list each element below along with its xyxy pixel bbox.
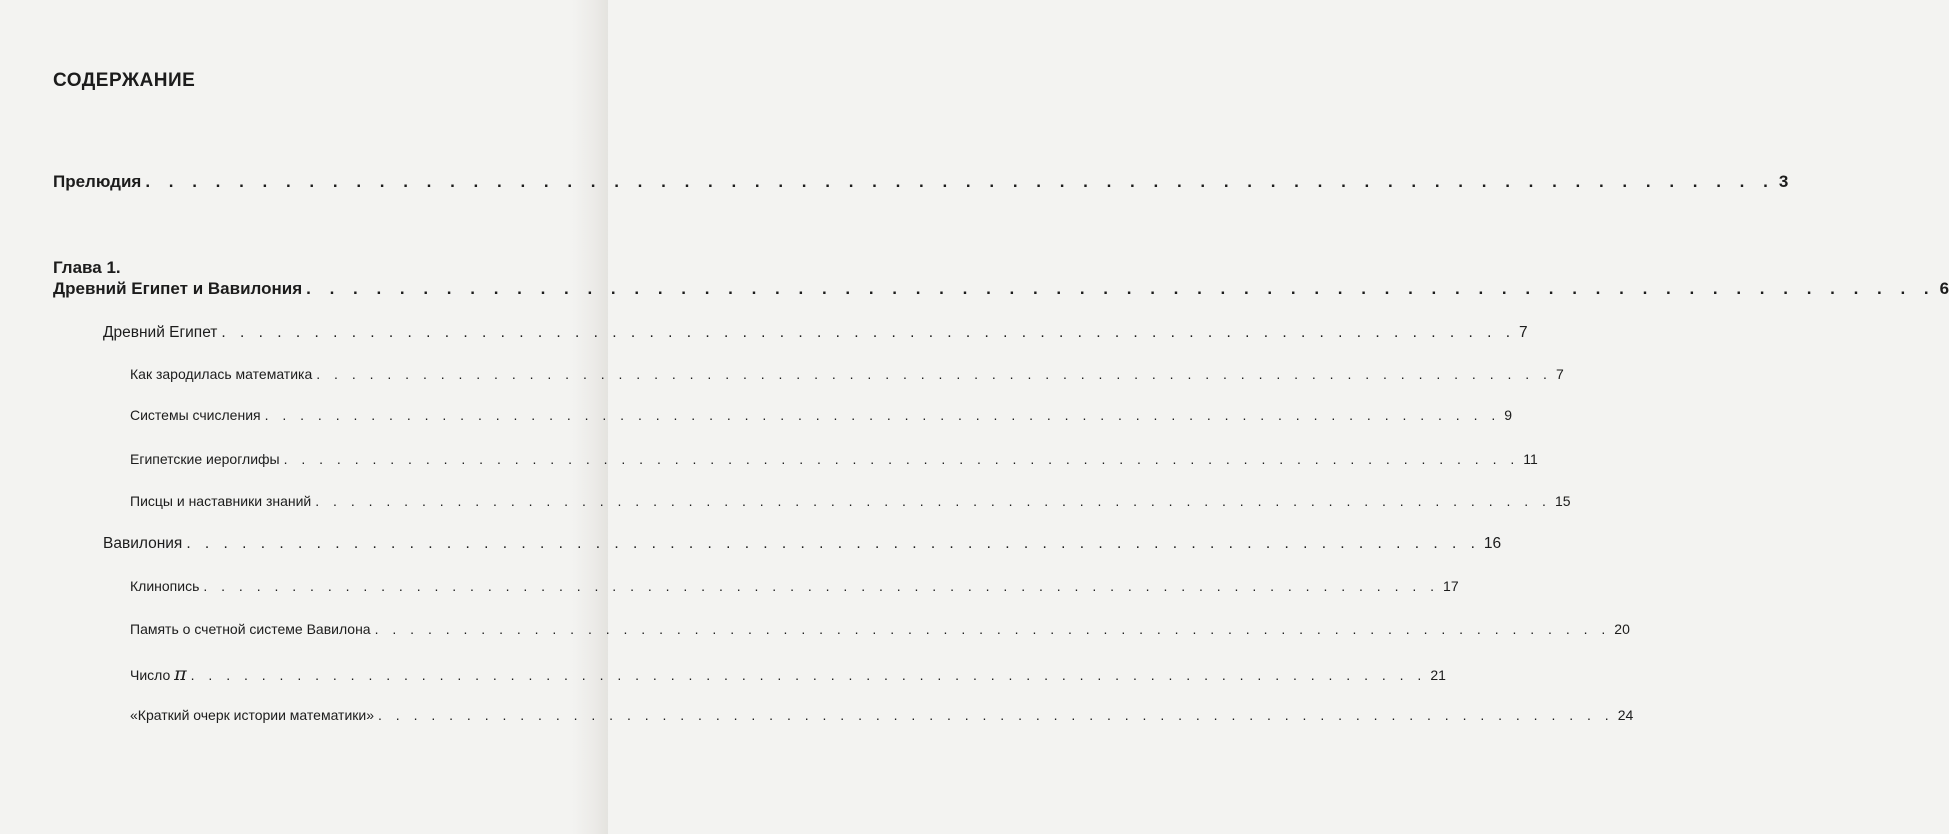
toc-page-number: 15 — [1554, 493, 1571, 509]
toc-label: Системы счисления — [130, 407, 261, 423]
dot-leader: . . . . . . . . . . . . . . . . . . . . . . . . . . . . . . . . . . . . . . . . . . . . . . . . . . . . . . . . . . . . . . . . . . . . . . — [264, 407, 1501, 423]
toc-page-number: 7 — [1519, 324, 1528, 341]
toc-label — [130, 663, 187, 685]
toc-entry-babylon-counting[interactable] — [130, 621, 1630, 637]
toc-entry-cuneiform[interactable] — [130, 578, 1459, 594]
toc-page-number: 21 — [1430, 667, 1446, 683]
toc-page-number: 9 — [1504, 407, 1513, 423]
dot-leader: . . . . . . . . . . . . . . . . . . . . . . . . . . . . . . . . . . . . . . . . . . . . . . . . . . . . . . . . . . . . . . . . . . . . . . — [221, 324, 1515, 341]
dot-leader: . . . . . . . . . . . . . . . . . . . . . . . . . . . . . . . . . . . . . . . . . . . . . . . . . . . . . . . . . . . . . . . . . . . . . . — [283, 451, 1520, 467]
toc-label: Древний Египет и Вавилония — [53, 279, 303, 298]
dot-leader: . . . . . . . . . . . . . . . . . . . . . . . . . . . . . . . . . . . . . . . . . . . . . . . . . . . . . . . . . . . . . . . . . . . . . . — [316, 366, 1552, 382]
toc-page-number: 11 — [1523, 451, 1538, 467]
toc-label-text: Число — [130, 667, 171, 683]
toc-page-number: 24 — [1617, 707, 1634, 723]
toc-page-number: 7 — [1555, 366, 1564, 382]
page-title: СОДЕРЖАНИЕ — [53, 70, 196, 91]
toc-page-number: 6 — [1939, 279, 1949, 298]
dot-leader: . . . . . . . . . . . . . . . . . . . . . . . . . . . . . . . . . . . . . . . . . . . . . . . . . . . . . . . . . . . . . . . . . . . . . . — [378, 707, 1614, 723]
toc-entry-number-systems[interactable] — [130, 407, 1513, 423]
dot-leader: . . . . . . . . . . . . . . . . . . . . . . . . . . . . . . . . . . . . . . . . . . . . . . . . . . . . . . . . . . . . . . . . . . . . . . — [186, 535, 1480, 552]
dot-leader: . . . . . . . . . . . . . . . . . . . . . . . . . . . . . . . . . . . . . . . . . . . . . . . . . . . . . . . . . . . . . . . . . . . . . . — [190, 667, 1427, 683]
toc-page-number: 17 — [1443, 578, 1459, 594]
dot-leader: . . . . . . . . . . . . . . . . . . . . . . . . . . . . . . . . . . . . . . . . . . . . . . . . . . . . . . . . . . . . . . . . . . . . . . — [306, 279, 1936, 298]
toc-entry-ancient-egypt[interactable] — [103, 324, 1528, 342]
toc-label: Клинопись — [130, 578, 200, 594]
toc-label: Египетские иероглифы — [130, 451, 280, 467]
toc-label: Древний Египет — [103, 324, 218, 341]
dot-leader: . . . . . . . . . . . . . . . . . . . . . . . . . . . . . . . . . . . . . . . . . . . . . . . . . . . . . . . . . . . . . . . . . . . . . . — [374, 621, 1611, 637]
toc-page-number: 16 — [1483, 535, 1502, 552]
toc-page-number: 3 — [1778, 172, 1789, 191]
toc-label: Вавилония — [103, 535, 183, 552]
toc-entry-number-pi[interactable] — [130, 663, 1446, 685]
toc-page-number: 20 — [1614, 621, 1630, 637]
toc-entry-babylonia[interactable] — [103, 535, 1502, 553]
toc-label: «Краткий очерк истории математики» — [130, 707, 375, 723]
toc-label: Память о счетной системе Вавилона — [130, 621, 371, 637]
toc-entry-chapter-1[interactable] — [53, 279, 1949, 299]
toc-label: Как зародилась математика — [130, 366, 313, 382]
pi-symbol: π — [174, 663, 187, 685]
toc-entry-prelude[interactable] — [53, 172, 1789, 192]
toc-label: Писцы и наставники знаний — [130, 493, 312, 509]
dot-leader: . . . . . . . . . . . . . . . . . . . . . . . . . . . . . . . . . . . . . . . . . . . . . . . . . . . . . . . . . . . . . . . . . . . . . . — [315, 493, 1551, 509]
chapter-number: Глава 1. — [53, 258, 121, 277]
toc-entry-scribes[interactable] — [130, 493, 1571, 509]
dot-leader: . . . . . . . . . . . . . . . . . . . . . . . . . . . . . . . . . . . . . . . . . . . . . . . . . . . . . . . . . . . . . . . . . . . . . . — [145, 172, 1775, 191]
dot-leader: . . . . . . . . . . . . . . . . . . . . . . . . . . . . . . . . . . . . . . . . . . . . . . . . . . . . . . . . . . . . . . . . . . . . . . — [203, 578, 1440, 594]
toc-entry-hieroglyphs[interactable] — [130, 451, 1538, 467]
toc-label: Прелюдия — [53, 172, 142, 191]
toc-entry-origin-of-math[interactable] — [130, 366, 1564, 382]
toc-entry-short-essay[interactable] — [130, 707, 1634, 723]
